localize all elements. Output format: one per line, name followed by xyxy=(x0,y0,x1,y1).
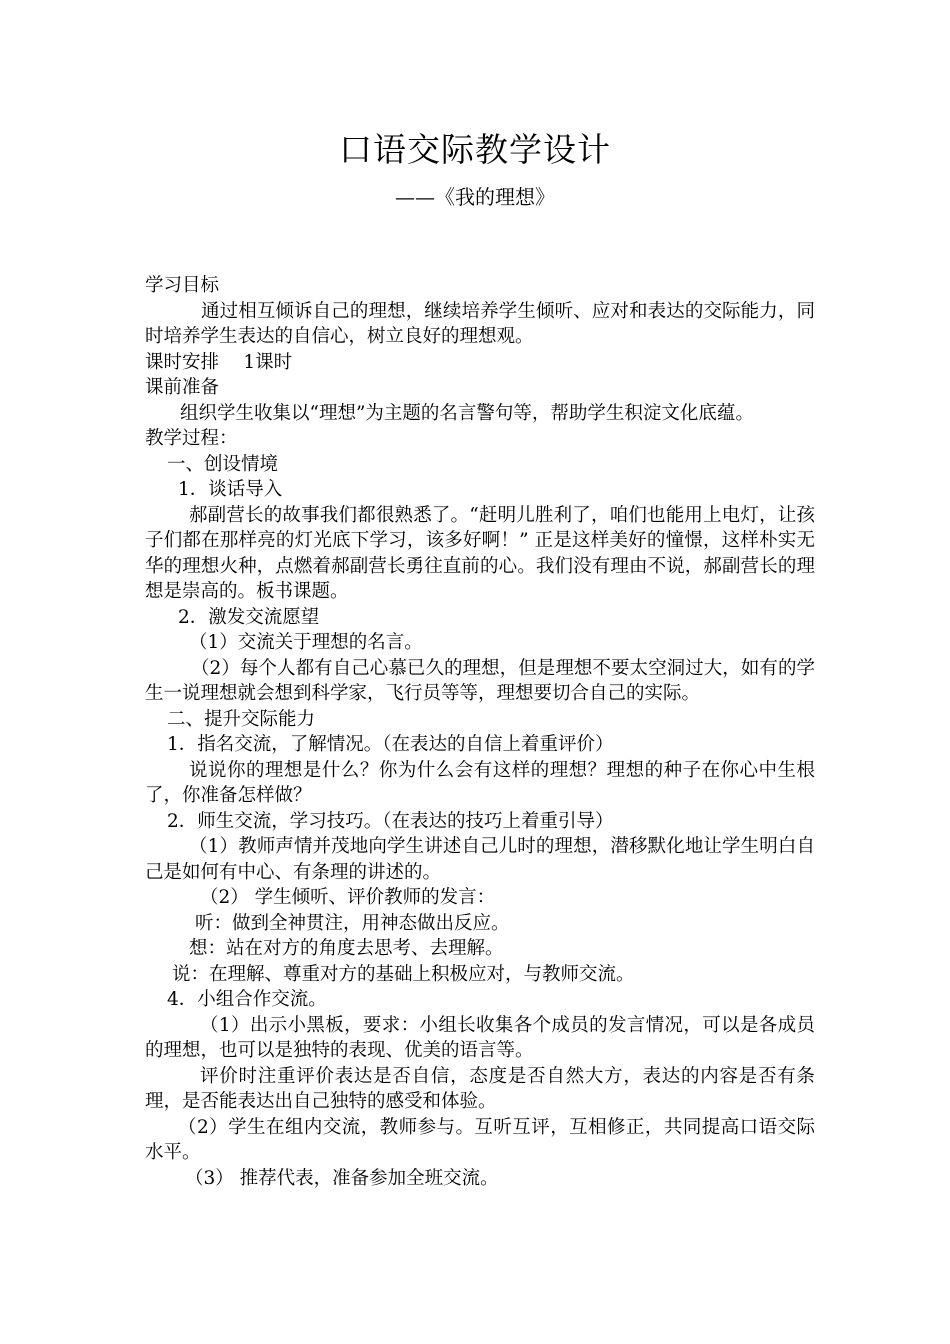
document-title: 口语交际教学设计 xyxy=(339,130,611,169)
paragraph-preparation: 组织学生收集以“理想”为主题的名言警句等，帮助学生积淀文化底蕴。 xyxy=(180,402,754,424)
subheading-2-2: 2．师生交流，学习技巧。（在表达的技巧上着重引导） xyxy=(167,810,614,832)
list-item-2: （2）每个人都有自己心慕已久的理想，但是理想不要太空洞过大，如有的学生一说理想就会想到科学家，飞行员等等，理想要切合自己的实际。 xyxy=(145,657,815,704)
think-point: 想：站在对方的角度去思考、去理解。 xyxy=(189,938,504,959)
paragraph-story: 郝副营长的故事我们都很熟悉了。“赶明儿胜利了，咱们也能用上电灯，让孩子们都在那样亮的灯光底下学习，该多好啊！” 正是这样美好的憧憬，这样朴实无华的理想火种，点燃着郝副营长勇往直前的心。我们没有理由不说，郝副营长的理想是崇高的。板书课题。 xyxy=(145,504,815,602)
list-item-blackboard: （1）出示小黑板，要求：小组长收集各个成员的发言情况，可以是各成员的理想，也可以是独特的表现、优美的语言等。 xyxy=(145,1014,815,1061)
paragraph-questions: 说说你的理想是什么？你为什么会有这样的理想？理想的种子在你心中生根了，你准备怎样做？ xyxy=(145,759,815,806)
list-item-recommend: （3） 推荐代表，准备参加全班交流。 xyxy=(185,1167,499,1189)
subheading-2-4: 4．小组合作交流。 xyxy=(167,989,327,1010)
listen-point: 听：做到全神贯注，用神态做出反应。 xyxy=(195,912,510,934)
paragraph-goals: 通过相互倾诉自己的理想，继续培养学生倾听、应对和表达的交际能力，同时培养学生表达的自信心，树立良好的理想观。 xyxy=(145,300,815,347)
paragraph-evaluation: 评价时注重评价表达是否自信，态度是否自然大方，表达的内容是否有条理，是否能表达出自己独特的感受和体验。 xyxy=(145,1065,815,1112)
subheading-2-1: 1．指名交流，了解情况。（在表达的自信上着重评价） xyxy=(167,734,614,755)
heading-preparation: 课前准备 xyxy=(145,377,220,398)
section-heading-2: 二、提升交际能力 xyxy=(167,708,316,730)
subheading-1-2: 2．激发交流愿望 xyxy=(178,606,320,628)
list-item-group-exchange: （2）学生在组内交流，教师参与。互听互评，互相修正，共同提高口语交际水平。 xyxy=(145,1116,815,1163)
section-heading-1: 一、创设情境 xyxy=(167,453,279,475)
list-item-listen-evaluate: （2） 学生倾听、评价教师的发言： xyxy=(200,887,496,908)
list-item-1: （1）交流关于理想的名言。 xyxy=(189,632,423,653)
document-body xyxy=(145,273,815,1191)
speak-point: 说：在理解、尊重对方的基础上积极应对，与教师交流。 xyxy=(172,963,635,985)
heading-class-hours: 课时安排 1课时 xyxy=(145,351,293,373)
document-subtitle: ——《我的理想》 xyxy=(395,185,555,209)
heading-learning-goals: 学习目标 xyxy=(145,275,220,296)
list-item-teacher-story: （1）教师声情并茂地向学生讲述自己儿时的理想，潜移默化地让学生明白自己是如何有中心、有条理的讲述的。 xyxy=(145,836,815,883)
heading-process: 教学过程： xyxy=(145,428,238,449)
subheading-1-1: 1．谈话导入 xyxy=(178,479,283,500)
